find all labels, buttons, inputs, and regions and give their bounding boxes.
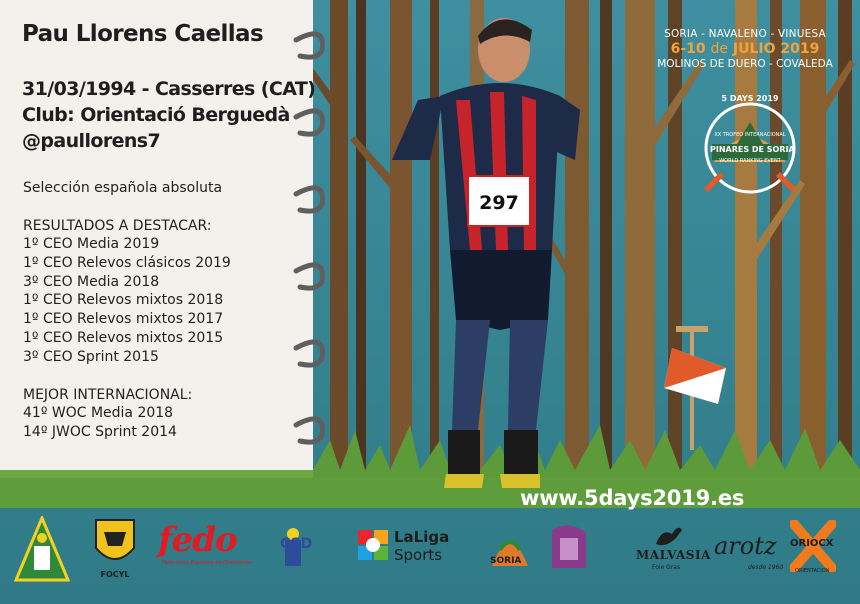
oriocx-label: ORIOCX: [790, 538, 834, 549]
malvasia-label: MALVASIA: [636, 548, 711, 562]
fedo-subtitle: Federación Española de Orientación: [162, 560, 253, 566]
malvasia-goose-icon: [652, 520, 686, 548]
event-dates: [640, 41, 850, 57]
event-dates-start: 6-10: [670, 41, 706, 57]
emblem-subtitle: XX TROFEO INTERNACIONAL: [714, 132, 786, 138]
laliga-icon: [358, 530, 388, 560]
athlete-club: Club: Orientació Berguedà: [22, 104, 290, 126]
athlete-name: Pau Llorens Caellas: [22, 21, 264, 47]
fedo-logo-text: fedo: [158, 520, 237, 560]
list-item: 1º CEO Relevos mixtos 2015: [23, 329, 224, 346]
focyl-label: FOCYL: [100, 570, 130, 579]
diputacion-logo: [548, 520, 590, 572]
emblem-title: 5 DAYS 2019: [721, 94, 779, 103]
athlete-selection: Selección española absoluta: [23, 180, 223, 196]
list-item: 3º CEO Media 2018: [23, 273, 160, 290]
event-dates-end: JULIO 2019: [732, 41, 820, 57]
oriocx-subtitle: ORIENTACION: [795, 568, 830, 574]
event-locations-bottom: MOLINOS DE DUERO - COVALEDA: [657, 58, 833, 70]
list-item: 3º CEO Sprint 2015: [23, 348, 159, 365]
event-dates-de: de: [710, 41, 729, 57]
csd-label: CSD: [280, 536, 313, 552]
emblem-tagline: WORLD RANKING EVENT: [719, 158, 781, 164]
coat-of-arms-logo: [14, 516, 70, 586]
arotz-subtitle: desde 1960: [748, 564, 784, 571]
athlete-birth: 31/03/1994 - Casserres (CAT): [22, 78, 316, 100]
event-locations-top: SORIA - NAVALENO - VINUESA: [664, 28, 826, 40]
website-link[interactable]: www.5days2019.es: [520, 486, 745, 510]
laliga-label: LaLiga: [394, 528, 450, 546]
results-heading: RESULTADOS A DESTACAR:: [23, 218, 212, 234]
athlete-handle: @paullorens7: [22, 130, 161, 152]
list-item: 14º JWOC Sprint 2014: [23, 423, 177, 440]
arotz-label: arotz: [714, 532, 777, 560]
focyl-logo: [94, 518, 136, 572]
sponsors-strip: [0, 508, 860, 604]
malvasia-subtitle: Foie Gras: [652, 564, 681, 571]
list-item: 41º WOC Media 2018: [23, 405, 174, 421]
soria-label: SORIA: [490, 556, 522, 566]
list-item: 1º CEO Relevos mixtos 2018: [23, 292, 224, 309]
international-heading: MEJOR INTERNACIONAL:: [23, 387, 193, 403]
athlete-profile: [0, 0, 316, 470]
list-item: 1º CEO Media 2019: [23, 236, 160, 252]
list-item: 1º CEO Relevos mixtos 2017: [23, 311, 224, 328]
bib-number: 297: [479, 192, 519, 214]
results-list: [23, 235, 231, 367]
list-item: 1º CEO Relevos clásicos 2019: [23, 254, 231, 271]
emblem-name: PINARES DE SORIA: [710, 145, 795, 154]
event-header: [640, 28, 850, 70]
laliga-sports-label: Sports: [394, 546, 443, 564]
international-list: [23, 404, 177, 442]
